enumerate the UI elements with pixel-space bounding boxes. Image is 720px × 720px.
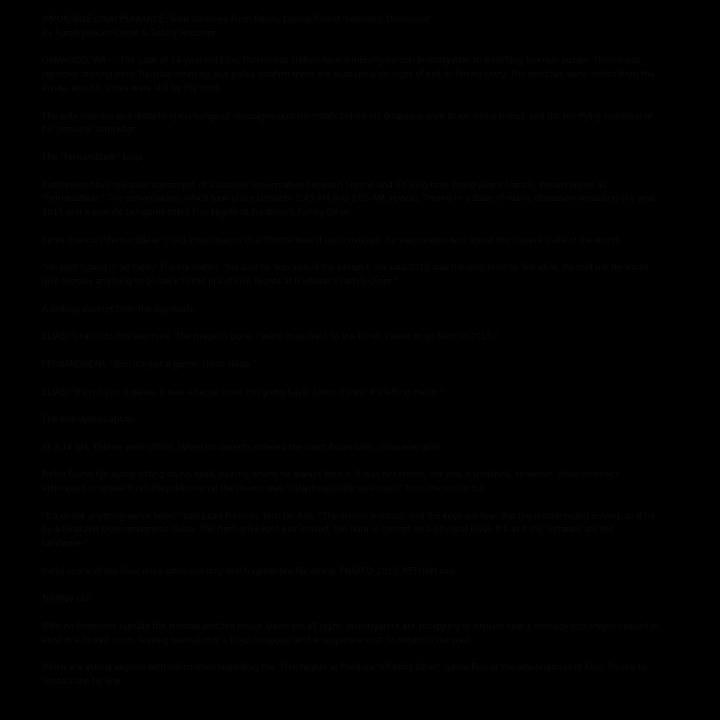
article — [42, 14, 662, 704]
section-heading: No Way Out — [42, 594, 92, 605]
chat-log-line: FERNANDBEAR: "Bro, it's just a game. Go to sleep." — [42, 359, 256, 370]
paragraph: Initial scans of the fried drive retrieved only one fragmented file string: FNAFFD_2015_RETURN.exe. — [42, 566, 457, 577]
article-byline: By Sarah Jenkins Crime & Safety Reporter — [42, 28, 216, 39]
paragraph: Police found his laptop sitting on his desk, exactly where he always kept it. It was not stolen, nor was it smashed. However, when forensics attempted to power it on, they discovered the device was "catastrophically destroyed" from the inside out. — [42, 470, 623, 495]
section-heading: The "FernandBear" Logs — [42, 152, 143, 163]
paragraph: Authorities have released transcripts of a Discord conversation between Thorne and his long-time friend Junior Francis, known online as "FernandBear." The conversation, which took place between 2:45 AM and 3:05 AM, reveals Thorne in a state of manic obsession regarding the year 2015 and a specific fan-game titled Five Nights at Fredbear's Family Diner. — [42, 180, 659, 219]
paragraph: A chilling excerpt from the log reads: — [42, 304, 196, 315]
paragraph: At 3:14 AM, Thorne went offline. When his parents entered the room hours later, Elias was gone. — [42, 442, 444, 453]
chat-log-line: ELIAS: "It's not just a game. It was a better time. I'm going back, Junior. I think it's letting me in." — [42, 387, 443, 398]
chat-log-line: ELIAS: "I can't do this anymore. The magic is gone. I want to go back to the Diner. I want to go back to 2015." — [42, 332, 498, 343]
paragraph: With no footprints outside the window and the house alarm set all night, investigators are struggling to explain how a teenage boy simply ceased to exist in a locked room, leaving behind only a fried computer and a desperate wish to return to the past. — [42, 622, 662, 646]
paragraph: "He kept typing in all caps," Francis stated. "He said he was sick of the present. He said 2015 was the only time he felt alive. He told me he would give literally anything to go back to the era of Five Nights at Fredbear's Family Diner." — [42, 263, 652, 288]
paragraph: Police are asking anyone with information regarding the "Five Nights at Fredbear's Family Diner" game files or the whereabouts of Elias Thorne to contact the tip line. — [42, 663, 650, 688]
article-headline: IMPOSSIBLE DISAPPEARANCE: Teen Vanishes From Room, Laptop Found 'Internally Destroyed' — [42, 15, 432, 25]
paragraph: OAKWOOD, WA — The case of 14-year-old Elias Thorne has shifted from a missing person investigation to a baffling forensic puzzle. Thorne was reported missing early Tuesday morning, but police confirm there are absolutely no signs of exit or forced entry. The windows were locked from the inside, and his shoes were still by the door. — [42, 56, 658, 94]
paragraph: Junior Francis ("FernandBear") told investigators that Thorne wasn't just nostalgic; he was despondent about the current state of the world. — [42, 235, 621, 246]
paragraph: "It's unlike anything we've seen," said Lead Forensic Tech Dr. Aris. "The screen is intact, and the keys are fine. But the motherboard is fried, as if hit by a localized electromagnetic pulse. The hard drive isn't just erased; the data is corrupt on a physical level. It's as if the software ate the hardware." — [42, 511, 658, 550]
section-heading: The Corrupted Laptop — [42, 415, 134, 426]
paragraph: The only clue lies in a disturbing exchange of messages sent moments before his disappearance to an online friend, and the terrifying condition of his personal computer. — [42, 111, 656, 136]
